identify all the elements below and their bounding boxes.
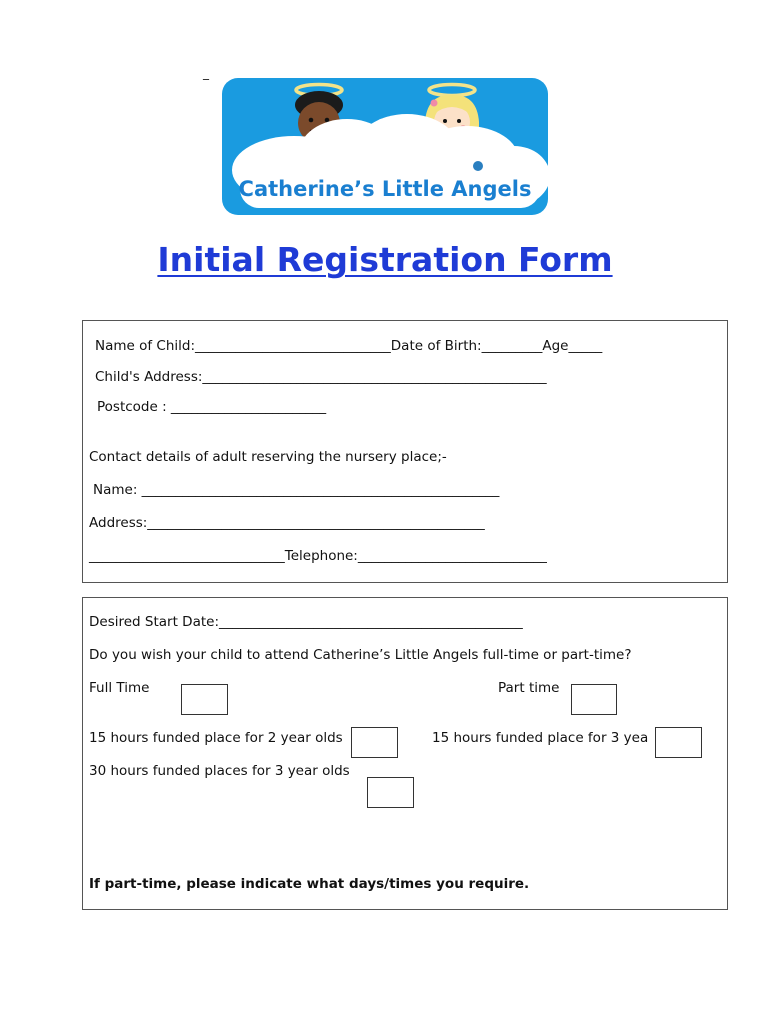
- funded-2yr-checkbox[interactable]: [351, 727, 398, 758]
- attendance-section: [82, 597, 728, 910]
- funded-30hr-checkbox[interactable]: [367, 777, 414, 808]
- header-dash: _: [203, 66, 209, 80]
- contact-details-heading: Contact details of adult reserving the nursery place;-: [89, 449, 447, 465]
- form-title: Initial Registration Form: [157, 240, 613, 279]
- child-name-dob-age-field[interactable]: Name of Child:_____________________________Date of Birth:_________Age_____: [95, 338, 603, 354]
- part-time-label: Part time: [498, 680, 560, 696]
- full-time-label: Full Time: [89, 680, 150, 696]
- telephone-field[interactable]: _____________________________Telephone:____________________________: [89, 548, 547, 564]
- adult-address-field[interactable]: Address:__________________________________________________: [89, 515, 485, 531]
- desired-start-date-field[interactable]: Desired Start Date:_____________________________________________: [89, 614, 523, 630]
- funded-30hr-label: 30 hours funded places for 3 year olds: [89, 763, 350, 779]
- funded-2yr-label: 15 hours funded place for 2 year olds: [89, 730, 343, 746]
- full-time-checkbox[interactable]: [181, 684, 228, 715]
- attendance-question: Do you wish your child to attend Catherine’s Little Angels full-time or part-time?: [89, 647, 632, 663]
- part-time-days-note: If part-time, please indicate what days/times you require.: [89, 876, 530, 892]
- funded-3yr-checkbox[interactable]: [655, 727, 702, 758]
- catherines-little-angels-logo: [222, 78, 548, 215]
- postcode-field[interactable]: Postcode : _______________________: [97, 399, 327, 415]
- funded-3yr-label: 15 hours funded place for 3 yea: [432, 730, 649, 746]
- child-address-field[interactable]: Child's Address:___________________________________________________: [95, 369, 547, 385]
- adult-name-field[interactable]: Name: _____________________________________________________: [93, 482, 500, 498]
- ball-icon: [473, 161, 483, 171]
- logo-text: Catherine’s Little Angels: [238, 177, 532, 201]
- part-time-checkbox[interactable]: [571, 684, 617, 715]
